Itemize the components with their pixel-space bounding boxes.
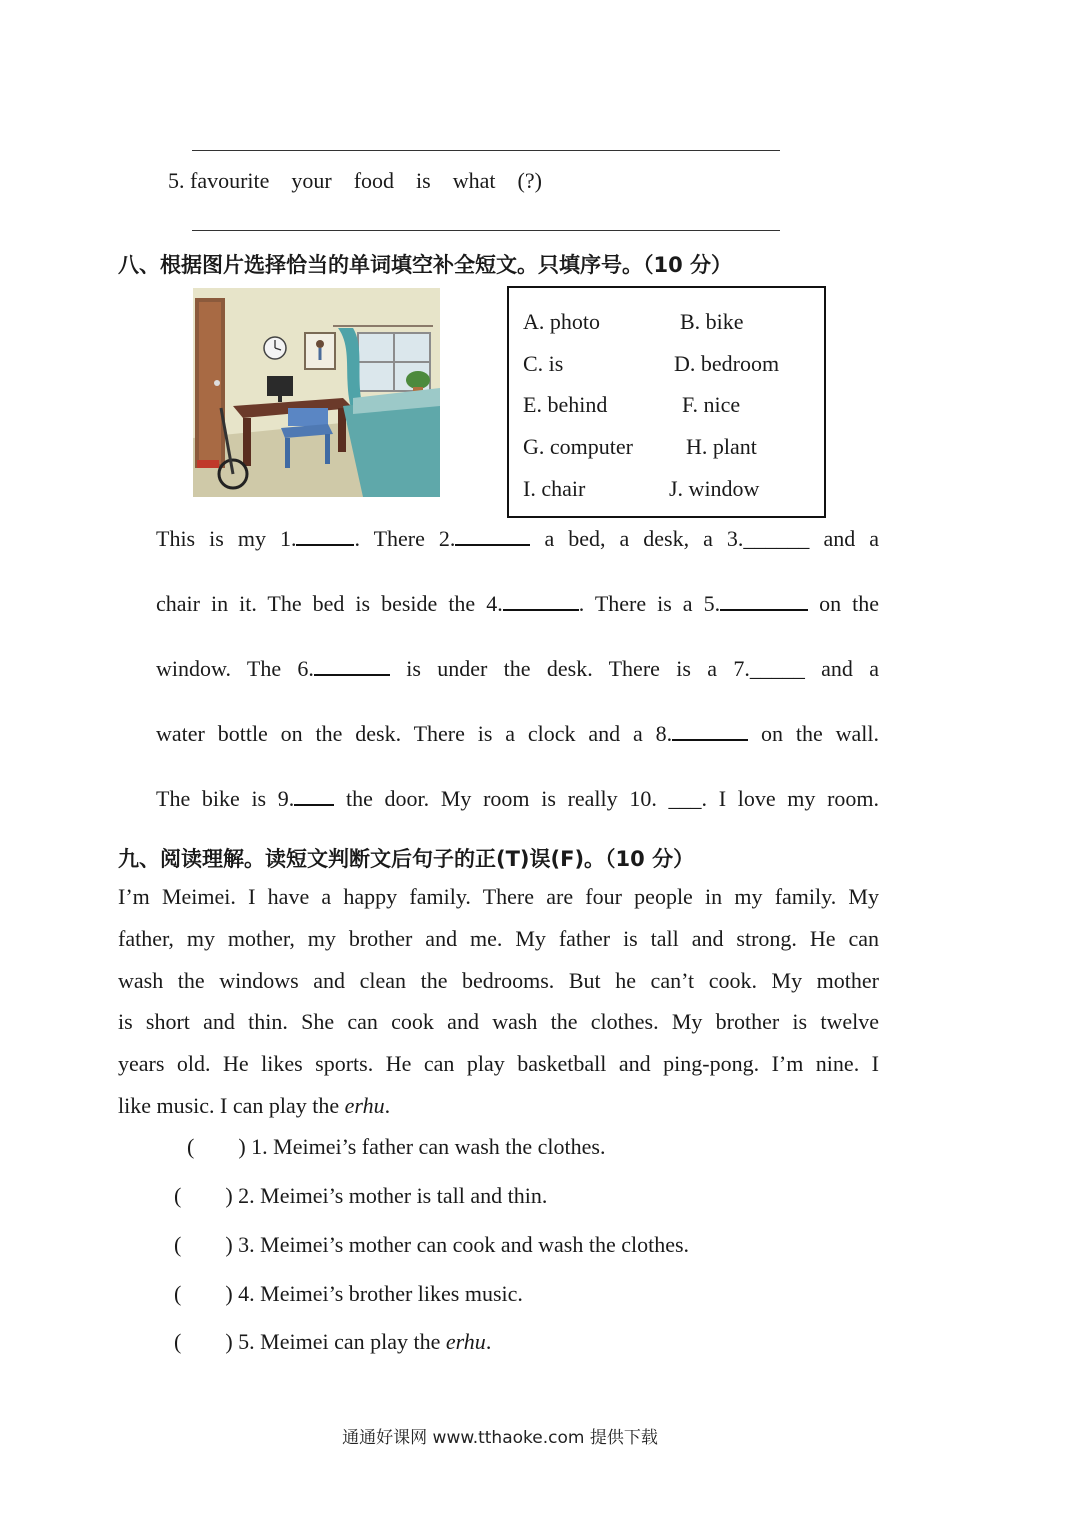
blank-9[interactable] [294, 786, 334, 806]
word-options-box [507, 286, 826, 518]
option-j: J. window [669, 476, 760, 501]
blank-4[interactable] [503, 591, 579, 611]
option-c: C. is [523, 351, 564, 376]
option-g: G. computer [523, 434, 633, 459]
blank-8[interactable] [672, 721, 748, 741]
option-i: I. chair [523, 476, 586, 501]
blank-5[interactable] [720, 591, 808, 611]
reading-line-3: wash the windows and clean the bedrooms. But he can’t cook. My mother [118, 968, 879, 993]
question-5: 5. favourite your food is what (?) [168, 168, 542, 193]
passage-line-4: water bottle on the desk. There is a clock and a 8. on the wall. [156, 721, 880, 746]
statement-3[interactable]: ( ) 3. Meimei’s mother can cook and wash the clothes. [174, 1232, 690, 1257]
answer-line-5[interactable] [192, 230, 780, 231]
passage-line-2: chair in it. The bed is beside the 4. . There is a 5. on the [156, 591, 879, 616]
section-8-heading: 八、根据图片选择恰当的单词填空补全短文。只填序号。（10 分） [118, 253, 733, 277]
option-e: E. behind [523, 392, 608, 417]
reading-line-2: father, my mother, my brother and me. My father is tall and strong. He can [118, 926, 879, 951]
reading-line-4: is short and thin. She can cook and wash the clothes. My brother is twelve [118, 1009, 879, 1034]
section-9-heading: 九、阅读理解。读短文判断文后句子的正(T)误(F)。（10 分） [118, 847, 695, 871]
option-d: D. bedroom [674, 351, 780, 376]
statement-1[interactable]: ( ) 1. Meimei’s father can wash the clothes. [187, 1134, 606, 1159]
reading-line-5: years old. He likes sports. He can play basketball and ping-pong. I’m nine. I [118, 1051, 879, 1076]
reading-line-6: like music. I can play the erhu. [118, 1093, 391, 1118]
passage-line-3: window. The 6. is under the desk. There is a 7._____ and a [156, 656, 879, 681]
option-b: B. bike [680, 309, 744, 334]
option-a: A. photo [523, 309, 600, 334]
blank-6[interactable] [314, 656, 390, 676]
blank-2[interactable] [455, 526, 530, 546]
bedroom-illustration [193, 288, 440, 497]
option-f: F. nice [682, 392, 741, 417]
reading-line-1: I’m Meimei. I have a happy family. There are four people in my family. My [118, 884, 879, 909]
blank-1[interactable] [296, 526, 354, 546]
statement-2[interactable]: ( ) 2. Meimei’s mother is tall and thin. [174, 1183, 548, 1208]
page-footer: 通通好课网 www.tthaoke.com 提供下载 [342, 1428, 658, 1448]
option-h: H. plant [686, 434, 757, 459]
passage-line-1: This is my 1. . There 2. a bed, a desk, a 3.______ and a [156, 526, 879, 551]
answer-line-4[interactable] [192, 150, 780, 151]
statement-5[interactable]: ( ) 5. Meimei can play the erhu. [174, 1329, 492, 1354]
statement-4[interactable]: ( ) 4. Meimei’s brother likes music. [174, 1281, 523, 1306]
passage-line-5: The bike is 9. the door. My room is really 10. ___. I love my room. [156, 786, 880, 811]
